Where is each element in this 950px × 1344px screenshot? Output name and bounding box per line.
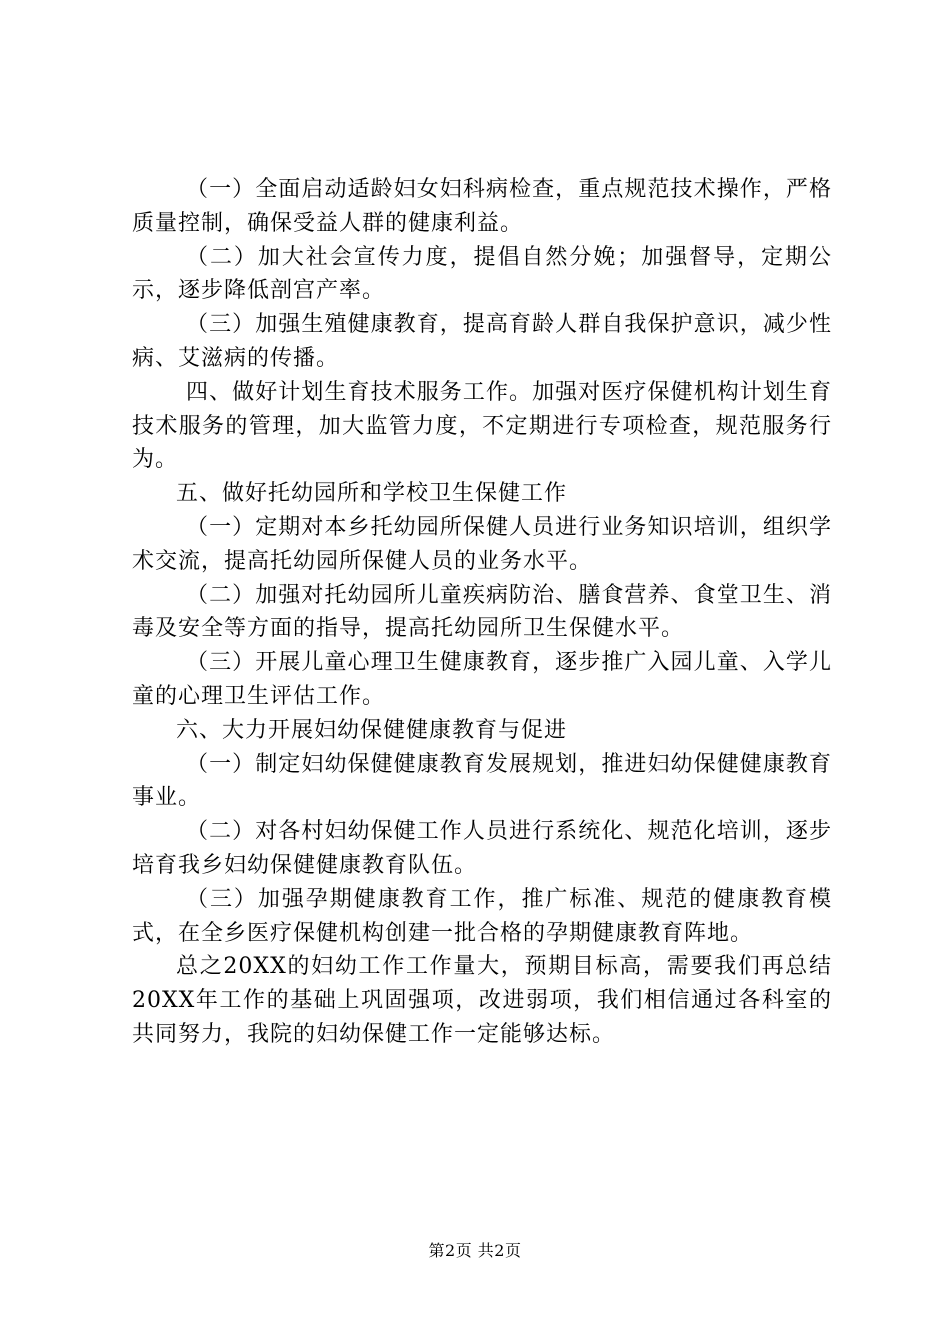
paragraph-summary: 总之20XX的妇幼工作工作量大，预期目标高，需要我们再总结20XX年工作的基础上巩固强项，改进弱项，我们相信通过各科室的共同努力，我院的妇幼保健工作一定能够达标。 [132, 954, 832, 1047]
paragraph-reproductive-health: （三）加强生殖健康教育，提高育龄人群自我保护意识，减少性病、艾滋病的传播。 [132, 312, 832, 371]
paragraph-family-planning: 四、做好计划生育技术服务工作。加强对医疗保健机构计划生育技术服务的管理，加大监管力度，不定期进行专项检查，规范服务行为。 [132, 379, 832, 473]
page-number-footer: 第2页 共2页 [428, 1241, 522, 1260]
paragraph-pregnancy-education: （三）加强孕期健康教育工作，推广标准、规范的健康教育模式，在全乡医疗保健机构创建一批合格的孕期健康教育阵地。 [132, 886, 832, 946]
paragraph-education-plan: （一）制定妇幼保健健康教育发展规划，推进妇幼保健健康教育事业。 [132, 751, 832, 811]
heading-health-education: 六、大力开展妇幼保健健康教育与促进 [176, 717, 568, 743]
paragraph-child-disease: （二）加强对托幼园所儿童疾病防治、膳食营养、食堂卫生、消毒及安全等方面的指导，提高托幼园所卫生保健水平。 [132, 582, 832, 642]
paragraph-gyn-exam: （一）全面启动适龄妇女妇科病检查，重点规范技术操作，严格质量控制，确保受益人群的健康利益。 [132, 177, 832, 236]
paragraph-staff-training: （一）定期对本乡托幼园所保健人员进行业务知识培训，组织学术交流，提高托幼园所保健人员的业务水平。 [132, 514, 832, 574]
paragraph-village-training: （二）对各村妇幼保健工作人员进行系统化、规范化培训，逐步培育我乡妇幼保健健康教育队伍。 [132, 819, 832, 878]
heading-kindergarten-health: 五、做好托幼园所和学校卫生保健工作 [176, 481, 568, 507]
paragraph-child-mental-health: （三）开展儿童心理卫生健康教育，逐步推广入园儿童、入学儿童的心理卫生评估工作。 [132, 650, 832, 709]
paragraph-natural-birth: （二）加大社会宣传力度，提倡自然分娩；加强督导，定期公示，逐步降低剖宫产率。 [132, 244, 832, 304]
document-body [132, 173, 832, 1052]
